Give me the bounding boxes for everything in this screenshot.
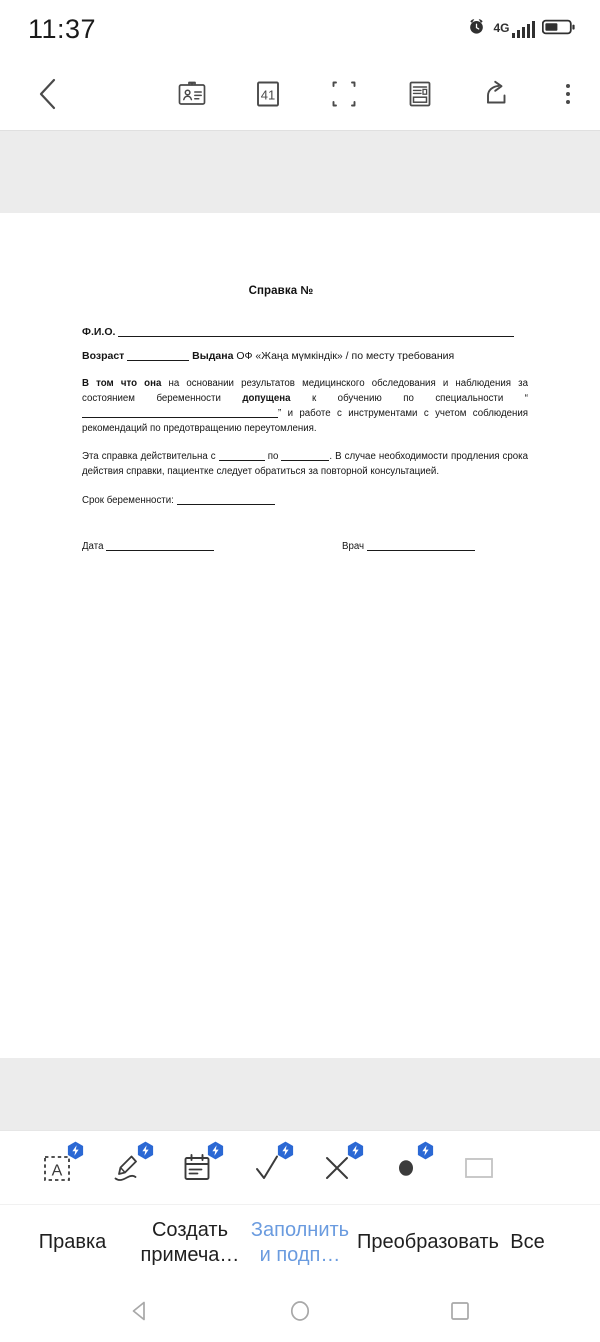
fio-label: Ф.И.О. [82, 326, 116, 338]
battery-icon [542, 18, 576, 41]
android-navigation-bar [0, 1280, 600, 1342]
text-box-tool[interactable] [22, 1139, 92, 1197]
overflow-menu-icon[interactable] [558, 84, 578, 104]
back-chevron-icon[interactable] [28, 77, 68, 111]
fill-and-sign-toolbar [0, 1130, 600, 1204]
status-time: 11:37 [28, 13, 97, 44]
issued-label: Выдана [192, 350, 234, 363]
paragraph1-text-c: к обучению по специальности “ [290, 392, 528, 404]
valid-to-blank[interactable] [281, 460, 329, 461]
age-blank[interactable] [127, 360, 189, 361]
paragraph2-text-b: по [264, 451, 282, 463]
app-toolbar [0, 58, 600, 130]
paragraph1-text-a: на основании результатов медицинского обследования и наблюдения за состоянием беременности [82, 377, 528, 404]
android-recents-icon[interactable] [432, 1298, 488, 1324]
crop-frame-icon[interactable] [328, 78, 360, 110]
issued-text: ОФ «Жаңа мүмкіндік» / по месту требования [236, 350, 455, 363]
date-label: Дата [82, 541, 104, 553]
share-icon[interactable] [480, 78, 514, 110]
tab-convert[interactable]: Преобразовать [357, 1231, 499, 1254]
ai-bolt-badge-icon [207, 1141, 224, 1160]
android-back-icon[interactable] [112, 1298, 168, 1324]
doctor-label: Врач [342, 541, 365, 553]
network-type-label: 4G [493, 20, 510, 35]
paragraph2-text-c: . В случае необходимости продления срока действия справки, пациентке следует обратиться за повторной консультацией. [82, 451, 528, 478]
paragraph-admission [82, 376, 528, 437]
ai-bolt-badge-icon [277, 1141, 294, 1160]
paragraph2-text-a: Эта справка действительна с [82, 451, 219, 463]
tab-fill-and-sign[interactable]: Заполнить и подп… [250, 1219, 350, 1266]
term-label: Срок беременности: [82, 495, 174, 507]
ai-bolt-badge-icon [67, 1141, 84, 1160]
svg-text:A: A [51, 1162, 63, 1179]
doctor-blank[interactable] [367, 550, 475, 551]
dot-tool[interactable] [372, 1139, 442, 1197]
paragraph-validity [82, 449, 528, 479]
signal-bars-icon [493, 21, 535, 38]
document-layout-icon[interactable] [404, 78, 436, 110]
term-blank[interactable] [177, 504, 275, 505]
toolbar-actions [176, 78, 584, 110]
age-label: Возраст [82, 350, 125, 363]
page-count-button[interactable] [252, 78, 284, 110]
signature-tool[interactable] [92, 1139, 162, 1197]
date-tool[interactable] [162, 1139, 232, 1197]
document-body [82, 324, 528, 552]
status-icons [467, 17, 576, 41]
fio-blank[interactable] [118, 336, 514, 337]
date-group [82, 541, 342, 552]
date-blank[interactable] [106, 550, 214, 551]
checkmark-tool[interactable] [232, 1139, 302, 1197]
pregnancy-term-line [82, 495, 528, 506]
field-tool[interactable] [442, 1139, 512, 1197]
tab-create-note[interactable]: Создать примеча… [140, 1219, 240, 1266]
id-card-icon[interactable] [176, 78, 208, 110]
fio-line [82, 324, 528, 340]
svg-text:41: 41 [260, 87, 276, 103]
document-viewport[interactable] [0, 130, 600, 1130]
paragraph1-bold-b: допущена [242, 392, 291, 404]
ai-bolt-badge-icon [137, 1141, 154, 1160]
ai-bolt-badge-icon [417, 1141, 434, 1160]
ai-bolt-badge-icon [347, 1141, 364, 1160]
document-title: Справка № [248, 285, 314, 297]
paragraph1-lead: В том что она [82, 377, 162, 389]
doctor-group [342, 541, 475, 552]
mode-tabs [0, 1204, 600, 1280]
tab-all[interactable]: Все [510, 1231, 545, 1254]
signature-line [82, 541, 528, 552]
alarm-clock-icon [467, 17, 486, 41]
document-page [0, 213, 600, 1058]
android-home-icon[interactable] [272, 1298, 328, 1324]
status-bar [0, 0, 600, 58]
cross-tool[interactable] [302, 1139, 372, 1197]
paragraph1-text-d: ” и работе с инструментами с учетом соблюдения рекомендаций по предотвращению переутомления. [82, 407, 528, 434]
valid-from-blank[interactable] [219, 460, 265, 461]
specialty-blank[interactable] [82, 417, 278, 418]
signal-strength-bars [512, 21, 536, 38]
age-issued-line [82, 348, 528, 364]
tab-edit[interactable]: Правка [38, 1231, 107, 1254]
